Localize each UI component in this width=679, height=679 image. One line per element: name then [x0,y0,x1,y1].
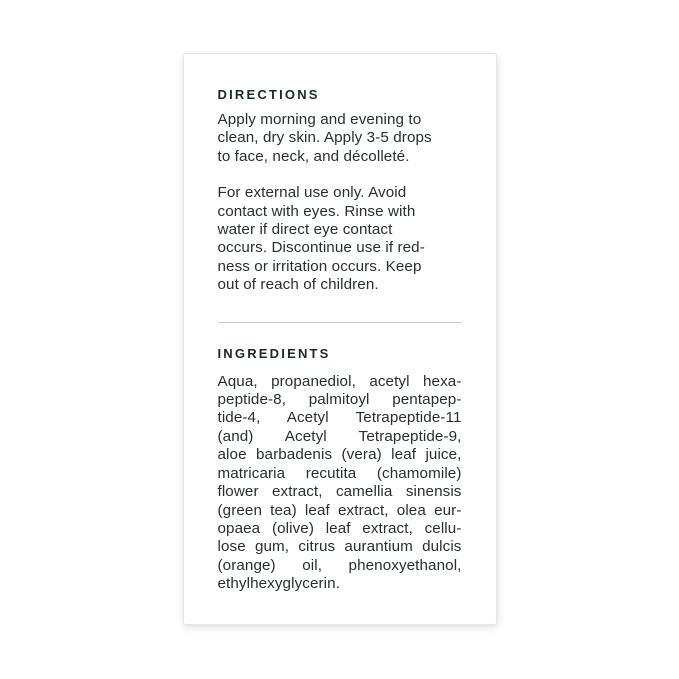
directions-warning-paragraph [218,184,462,294]
text-line: peptide-8, palmitoyl pentapep- [217,391,462,409]
section-divider [218,322,462,323]
text-line: ethylhexyglycerin. [217,575,341,593]
text-line: For external use only. Avoid [217,184,407,202]
text-line: ness or irritation occurs. Keep [217,257,422,275]
text-line: Aqua, propanediol, acetyl hexa- [217,372,462,390]
ingredients-paragraph [218,373,462,594]
text-line: (green tea) leaf extract, olea eur- [217,501,462,519]
text-line: contact with eyes. Rinse with [217,202,416,220]
text-line: out of reach of children. [217,276,379,294]
text-line: (orange) oil, phenoxyethanol, [217,556,462,574]
text-line: aloe barbadenis (vera) leaf juice, [217,446,462,464]
text-line: matricaria recutita (chamomile) [217,464,462,482]
text-line: occurs. Discontinue use if red- [217,239,425,257]
text-line: to face, neck, and décolleté. [217,147,410,165]
directions-usage-paragraph [218,111,462,166]
text-line: lose gum, citrus aurantium dulcis [217,538,462,556]
text-line: Apply morning and evening to [217,111,422,128]
ingredients-section [218,347,462,594]
text-line: opaea (olive) leaf extract, cellu- [217,519,462,537]
text-line: water if direct eye contact [217,221,393,239]
text-line: clean, dry skin. Apply 3-5 drops [217,129,432,147]
directions-section [218,88,462,295]
text-line: flower extract, camellia sinensis [217,483,462,501]
text-line: (and) Acetyl Tetrapeptide-9, [217,427,462,445]
text-line: tide-4, Acetyl Tetrapeptide-11 [217,409,462,427]
directions-heading: DIRECTIONS [217,87,320,102]
product-label-card [183,53,497,625]
ingredients-heading: INGREDIENTS [217,345,331,361]
